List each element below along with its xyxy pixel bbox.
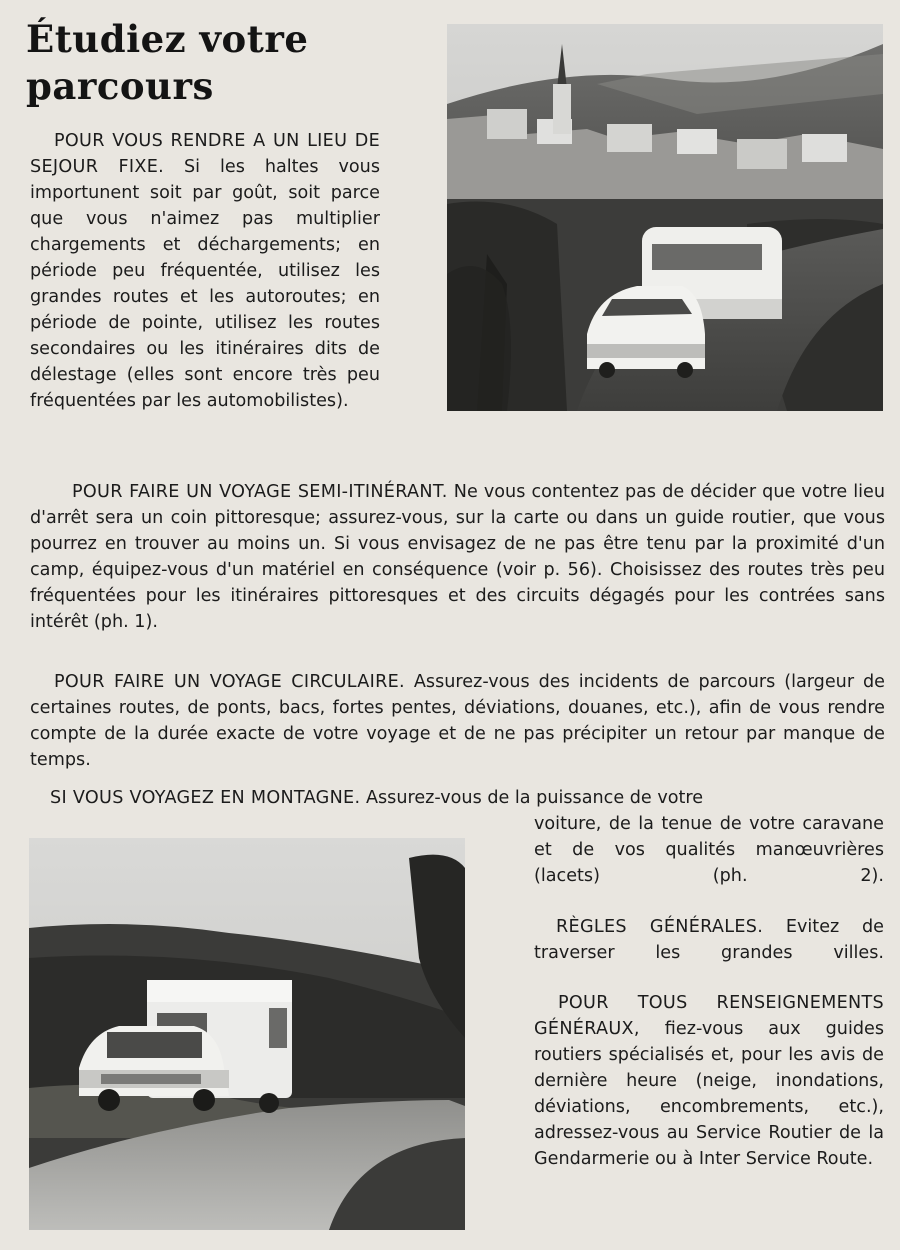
page-title [26, 16, 426, 110]
section-fixed-stay [30, 128, 380, 414]
village-road-car-caravan-photo [447, 24, 883, 411]
section-semi-itinerant-lead: POUR FAIRE UN VOYAGE SEMI-ITINÉRANT. [72, 482, 448, 502]
title-line-2: parcours [26, 64, 214, 108]
section-mountain-lead: SI VOUS VOYAGEZ EN MONTAGNE. [50, 788, 361, 808]
section-fixed-stay-body: Si les haltes vous importunent soit par goût, soit parce que vous n'aimez pas multiplier chargements et déchargements; en période peu fréquentée, utilisez les grandes routes et les autoroutes; en période de pointe, utilisez les routes secondaires ou les itinéraires dits de délestage (elles sont encore très peu fréquentées par les automobilistes). [30, 157, 380, 411]
section-general-information-lead: POUR TOUS RENSEIGNEMENTS GÉNÉRAUX, [534, 993, 884, 1039]
section-general-information [534, 990, 884, 1172]
section-mountain-continuation [534, 811, 884, 889]
section-semi-itinerant [30, 479, 885, 635]
title-line-1: Étudiez votre [26, 17, 309, 61]
section-semi-itinerant-body: Ne vous contentez pas de décider que votre lieu d'arrêt sera un coin pittoresque; assurez-vous, sur la carte ou dans un guide routier, que vous pourrez en trouver au moins un. Si vous envisagez de ne pas être tenu par la proximité d'un camp, équipez-vous d'un matériel en conséquence (voir p. 56). Choisissez des routes très peu fréquentées pour les itinéraires pittoresques et des circuits dégagés pour les contrées sans intérêt (ph. 1). [30, 482, 885, 632]
section-mountain [30, 785, 885, 811]
section-mountain-body: Assurez-vous de la puissance de votre [365, 788, 704, 808]
section-circular-trip-lead: POUR FAIRE UN VOYAGE CIRCULAIRE. [54, 672, 405, 692]
section-general-rules-body: Evitez de traverser les grandes villes. [534, 917, 884, 963]
section-circular-trip-body: Assurez-vous des incidents de parcours (largeur de certaines routes, de ponts, bacs, fortes pentes, déviations, douanes, etc.), afin de vous rendre compte de la durée exacte de votre voyage et de ne pas précipiter un retour par manque de temps. [30, 672, 885, 770]
section-mountain-continuation-text: voiture, de la tenue de votre caravane et de vos qualités manœuvrières (lacets) (ph. 2). [534, 814, 884, 886]
section-fixed-stay-lead: POUR VOUS RENDRE A UN LIEU DE SEJOUR FIXE. [30, 131, 380, 177]
section-general-rules-lead: RÈGLES GÉNÉRALES. [556, 917, 764, 937]
hill-road-car-caravan-photo [29, 838, 465, 1230]
section-general-rules [534, 914, 884, 966]
section-circular-trip [30, 669, 885, 773]
section-general-information-body: fiez-vous aux guides routiers spécialisés et, pour les avis de dernière heure (neige, inondations, déviations, encombrements, etc.), adressez-vous au Service Routier de la Gendarmerie ou à Inter Service Route. [534, 1019, 885, 1169]
